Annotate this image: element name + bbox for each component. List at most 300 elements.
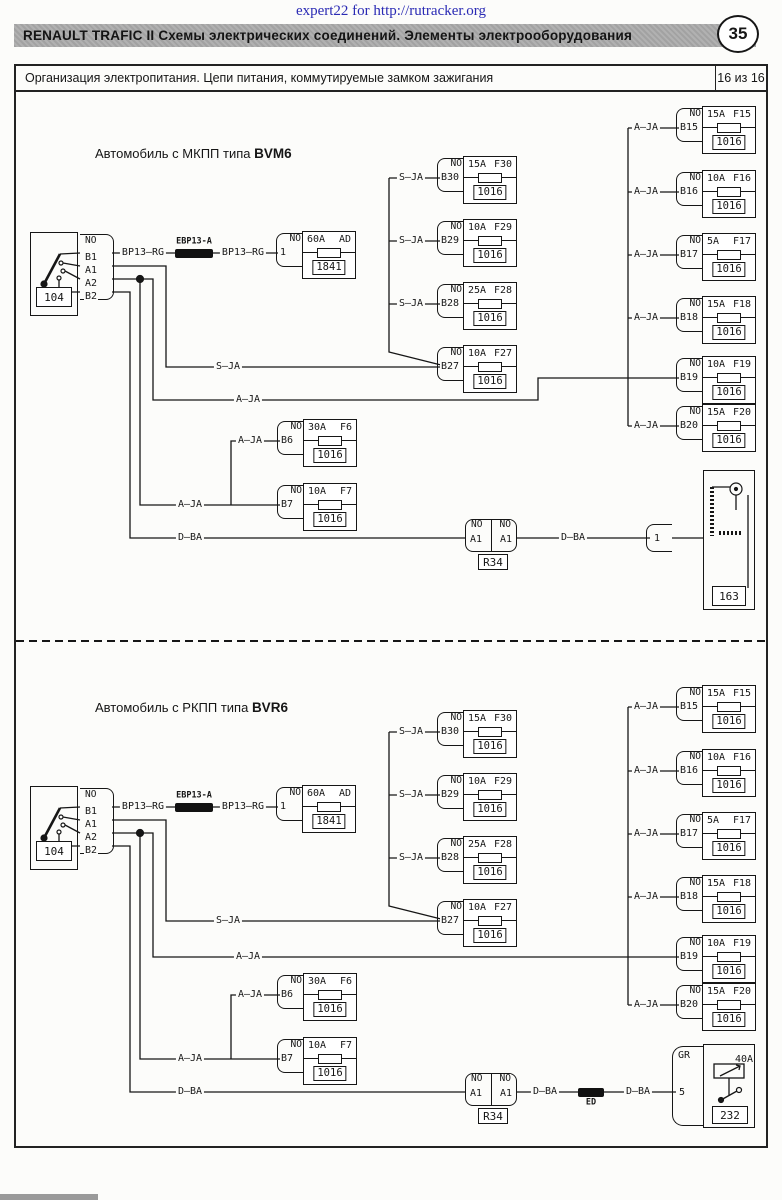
fuse-element-icon: [478, 173, 502, 183]
connector-B18: [676, 877, 702, 911]
fuse-code: AD: [338, 788, 351, 799]
connector-pin-label: B16: [680, 186, 699, 197]
connector-pin-label: B29: [441, 235, 460, 246]
wire-label-text: A—JA: [177, 1052, 203, 1064]
connector-pin-label: B6: [281, 989, 294, 1000]
fuse-number: F15: [732, 688, 751, 699]
diagram-title-text: Автомобиль с РКПП типа: [95, 700, 252, 715]
fuse-rating: 30A: [308, 976, 327, 987]
unit-id-box: 1016: [712, 135, 745, 150]
unit-id-box: 1016: [313, 512, 346, 527]
connector-pin-label: B18: [680, 891, 699, 902]
connector-no-label: NO: [450, 347, 462, 358]
connector-no-label: NO: [689, 687, 701, 698]
ignition-switch-id: 104: [36, 287, 72, 307]
wire-label: [236, 435, 264, 446]
connector-pin-label: B7: [281, 1053, 294, 1064]
fuse-rating: 60A: [307, 234, 326, 245]
wire-label-text: S—JA: [215, 914, 241, 926]
fuse-element-icon: [318, 436, 342, 446]
connector-B19: [676, 937, 702, 971]
connector-pin-label: B27: [441, 361, 460, 372]
fuse-number: F20: [732, 986, 751, 997]
fuse-box-B6: [303, 973, 357, 1021]
fuse-element-icon: [717, 952, 741, 962]
connector-pin-label: B19: [680, 951, 699, 962]
fuse-element-icon: [717, 187, 741, 197]
relay-pin-label: A1: [499, 534, 512, 545]
connector-no-label: NO: [450, 712, 462, 723]
wire-label-text: D—BA: [560, 531, 586, 543]
ignition-pin-label: A1: [85, 819, 98, 830]
diagram-title: [95, 146, 415, 164]
connector-no-label: NO: [289, 233, 301, 244]
connector-pin-label: B29: [441, 789, 460, 800]
fuse-number: F27: [493, 902, 512, 913]
relay-id: R34: [478, 554, 508, 570]
connector-B28: [437, 838, 463, 872]
fuse-box-B17: [702, 233, 756, 281]
fuse-element-icon: [317, 802, 341, 812]
connector-B30: [437, 712, 463, 746]
wire-label-text: S—JA: [398, 297, 424, 309]
wire-label: [397, 789, 425, 800]
wire-label-text: BP13—RG: [121, 800, 165, 812]
connector-no-label: NO: [450, 775, 462, 786]
fuse-number: F30: [493, 713, 512, 724]
fuse-element-icon: [717, 702, 741, 712]
wire-label: [632, 765, 660, 776]
starter-id: 163: [712, 586, 746, 606]
connector-no-label: NO: [499, 1073, 511, 1084]
wire-label: [120, 247, 166, 258]
fuse-rating: 25A: [468, 839, 487, 850]
fuse-box-B18: [702, 875, 756, 923]
wire-label: [176, 499, 204, 510]
diagram-title-text: Автомобиль с МКПП типа: [95, 146, 255, 161]
fuse-box-B20: [702, 983, 756, 1031]
connector-no-label: NO: [689, 235, 701, 246]
wire-label-text: BP13—RG: [121, 246, 165, 258]
fuse-element-icon: [318, 990, 342, 1000]
fuse-number: F16: [732, 752, 751, 763]
connector-B20: [676, 406, 702, 440]
wire-label: [234, 951, 262, 962]
connector-163: [646, 524, 672, 552]
connector-no-label: NO: [499, 519, 511, 530]
fuse-number: F20: [732, 407, 751, 418]
fuse-element-icon: [717, 123, 741, 133]
wire-label-text: S—JA: [398, 234, 424, 246]
fuse-number: F27: [493, 348, 512, 359]
connector-no-label: NO: [85, 235, 97, 246]
fuse-element-icon: [717, 421, 741, 431]
fuse-box-B7: [303, 483, 357, 531]
wire-label: [397, 298, 425, 309]
fuse-box-B28: [463, 282, 517, 330]
fuse-code: AD: [338, 234, 351, 245]
connector-B6: [277, 421, 303, 455]
connector-no-label: NO: [689, 172, 701, 183]
fuse-box-B7: [303, 1037, 357, 1085]
connector-no-label: NO: [689, 406, 701, 417]
fuse-box-B29: [463, 773, 517, 821]
unit-id-box: 1841: [312, 814, 345, 829]
connector-pin-label: 1: [654, 533, 661, 544]
wire-label: [234, 394, 262, 405]
unit-id-box: 1016: [473, 865, 506, 880]
wire-label-text: A—JA: [633, 419, 659, 431]
page-edge-artifact: [0, 1194, 98, 1200]
fuse-number: F28: [493, 285, 512, 296]
relay-pin-label: A1: [470, 534, 483, 545]
connector-no-label: NO: [689, 108, 701, 119]
fuse-element-icon: [478, 916, 502, 926]
wire-label-text: A—JA: [633, 185, 659, 197]
wire-label: [236, 989, 264, 1000]
fuse-element-icon: [317, 248, 341, 258]
fuse-rating: 15A: [707, 986, 726, 997]
connector-pin-label: B17: [680, 249, 699, 260]
wire-label: [397, 852, 425, 863]
wire-label: [632, 828, 660, 839]
fuse-number: F16: [732, 173, 751, 184]
ignition-pin-label: B1: [85, 252, 98, 263]
fuse-element-icon: [318, 1054, 342, 1064]
connector-pin-label: B20: [680, 999, 699, 1010]
connector-pin-label: B6: [281, 435, 294, 446]
fuse-rating: 15A: [707, 688, 726, 699]
fuse-box-1841: [302, 785, 356, 833]
connector-B27: [437, 901, 463, 935]
fuse-box-B30: [463, 156, 517, 204]
connector-no-label: NO: [290, 485, 302, 496]
ignition-pin-label: A1: [85, 265, 98, 276]
connector-B19: [676, 358, 702, 392]
wire-label: [214, 915, 242, 926]
wire-label-text: D—BA: [625, 1085, 651, 1097]
fuse-element-icon: [478, 727, 502, 737]
connector-pin-label: B15: [680, 122, 699, 133]
relay-divider: [491, 1074, 492, 1105]
fuse-number: F7: [339, 1040, 352, 1051]
fuse-element-icon: [717, 892, 741, 902]
fuse-number: F17: [732, 815, 751, 826]
connector-no-label: NO: [290, 975, 302, 986]
fuse-element-icon: [717, 766, 741, 776]
ignition-pin-label: B1: [85, 806, 98, 817]
page-number-badge: 35: [717, 15, 759, 53]
sheet-title: Организация электропитания. Цепи питания, коммутируемые замком зажигания: [25, 71, 494, 85]
wire-label-text: D—BA: [177, 1085, 203, 1097]
connector-pin-label: B28: [441, 852, 460, 863]
wire-label-text: S—JA: [398, 171, 424, 183]
fuse-element-icon: [717, 250, 741, 260]
connector-B7: [277, 485, 303, 519]
connector-pin-label: B19: [680, 372, 699, 383]
gearbox-type: BVM6: [254, 146, 292, 161]
small-label-text: EBP13-A: [176, 790, 212, 801]
wire-label: [559, 532, 587, 543]
connector-pin-label: GR: [678, 1050, 691, 1061]
small-label-text: ED: [585, 1097, 597, 1108]
connector-B7: [277, 1039, 303, 1073]
wire-label: [220, 247, 266, 258]
wire-label-text: A—JA: [633, 121, 659, 133]
wire-label: [120, 801, 166, 812]
ignition-connector: [80, 788, 114, 854]
wire-label: [531, 1086, 559, 1097]
fusible-link-ebp13a: [175, 803, 213, 812]
fuse-number: F17: [732, 236, 751, 247]
relay-connector-r34: [465, 519, 517, 552]
fuse-box-B19: [702, 935, 756, 983]
unit-id-box: 1016: [712, 964, 745, 979]
connector-pin-label: 5: [679, 1087, 686, 1098]
unit-id-box: 1016: [473, 311, 506, 326]
fuse-element-icon: [478, 236, 502, 246]
fuse-rating: 10A: [468, 348, 487, 359]
connector-pin-label: B7: [281, 499, 294, 510]
wire-label-text: A—JA: [633, 311, 659, 323]
unit-id-box: 1016: [712, 841, 745, 856]
connector-no-label: NO: [689, 814, 701, 825]
diagram-title: [95, 700, 415, 718]
fuse-rating: 25A: [468, 285, 487, 296]
fuse-box-B6: [303, 419, 357, 467]
fuse-rating: 10A: [308, 1040, 327, 1051]
relay-rating-text: 40A: [735, 1054, 754, 1065]
wire-label: [176, 1086, 204, 1097]
wire-label-text: D—BA: [177, 531, 203, 543]
connector-B6: [277, 975, 303, 1009]
fuse-box-B27: [463, 899, 517, 947]
fusible-link-label: [176, 792, 212, 801]
wire-label-text: A—JA: [633, 827, 659, 839]
wire-label: [397, 726, 425, 737]
connector-no-label: NO: [689, 985, 701, 996]
fusible-link-ebp13a: [175, 249, 213, 258]
connector-B17: [676, 235, 702, 269]
fuse-rating: 5A: [707, 236, 720, 247]
unit-id-box: 1016: [473, 928, 506, 943]
connector-B17: [676, 814, 702, 848]
wire-label-text: A—JA: [235, 393, 261, 405]
relay-connector-r34: [465, 1073, 517, 1106]
relay-pin-label: A1: [470, 1088, 483, 1099]
unit-id-box: 1016: [473, 802, 506, 817]
unit-id-box: 1841: [312, 260, 345, 275]
fuse-rating: 15A: [468, 713, 487, 724]
wire-label: [397, 172, 425, 183]
wire-label-text: A—JA: [633, 248, 659, 260]
unit-id-box: 1016: [712, 714, 745, 729]
wire-label-text: A—JA: [633, 700, 659, 712]
connector-no-label: NO: [471, 519, 483, 530]
wire-label-text: S—JA: [215, 360, 241, 372]
relay-block-id: 232: [712, 1106, 748, 1124]
unit-id-box: 1016: [473, 374, 506, 389]
ignition-pin-label: A2: [85, 832, 98, 843]
fuse-box-B15: [702, 685, 756, 733]
fuse-box-B17: [702, 812, 756, 860]
wire-label-text: S—JA: [398, 725, 424, 737]
wire-label-text: A—JA: [633, 764, 659, 776]
connector-B29: [437, 221, 463, 255]
connector-pin-label: B30: [441, 172, 460, 183]
wire-label-text: A—JA: [633, 890, 659, 902]
wire-label: [632, 122, 660, 133]
unit-id-box: 1016: [712, 262, 745, 277]
fuse-rating: 15A: [707, 109, 726, 120]
wire-label-text: A—JA: [235, 950, 261, 962]
sheet-number: 16 из 16: [715, 66, 766, 90]
wire-label: [632, 420, 660, 431]
connector-232: [672, 1046, 703, 1126]
fuse-rating: 60A: [307, 788, 326, 799]
unit-id-box: 1016: [712, 778, 745, 793]
fuse-box-B19: [702, 356, 756, 404]
fuse-box-B30: [463, 710, 517, 758]
fuse-element-icon: [478, 853, 502, 863]
wire-label-text: A—JA: [633, 998, 659, 1010]
ed-label: [586, 1099, 596, 1108]
connector-pin-label: B16: [680, 765, 699, 776]
fuse-number: F18: [732, 878, 751, 889]
connector-pin-label: B20: [680, 420, 699, 431]
unit-id-box: 1016: [473, 739, 506, 754]
connector-pin-label: B30: [441, 726, 460, 737]
connector-no-label: NO: [689, 877, 701, 888]
fuse-box-B16: [702, 170, 756, 218]
wire-label: [176, 1053, 204, 1064]
connector-no-label: NO: [450, 158, 462, 169]
unit-id-box: 1016: [473, 185, 506, 200]
connector-pin-label: B15: [680, 701, 699, 712]
fuse-element-icon: [717, 1000, 741, 1010]
fuse-box-1841: [302, 231, 356, 279]
wire-label: [632, 999, 660, 1010]
fuse-number: F29: [493, 776, 512, 787]
ignition-pin-label: B2: [85, 845, 98, 856]
wire-label: [632, 186, 660, 197]
fuse-box-B20: [702, 404, 756, 452]
wire-label: [632, 249, 660, 260]
unit-id-box: 1016: [313, 448, 346, 463]
unit-id-box: 1016: [712, 1012, 745, 1027]
wire-label: [632, 891, 660, 902]
unit-id-box: 1016: [313, 1066, 346, 1081]
connector-B16: [676, 172, 702, 206]
unit-id-box: 1016: [712, 325, 745, 340]
wire-label-text: A—JA: [237, 434, 263, 446]
wire-label-text: S—JA: [398, 788, 424, 800]
fuse-rating: 10A: [468, 222, 487, 233]
fuse-box-B18: [702, 296, 756, 344]
fuse-rating: 15A: [707, 299, 726, 310]
fuse-number: F6: [339, 976, 352, 987]
watermark-text: expert22 for http://rutracker.org: [295, 3, 487, 19]
connector-B15: [676, 687, 702, 721]
connector-B18: [676, 298, 702, 332]
fuse-number: F30: [493, 159, 512, 170]
fuse-number: F19: [732, 938, 751, 949]
fuse-rating: 10A: [707, 173, 726, 184]
connector-no-label: NO: [289, 787, 301, 798]
wire-label: [176, 532, 204, 543]
wire-label: [397, 235, 425, 246]
fuse-rating: 10A: [707, 752, 726, 763]
fuse-rating: 10A: [707, 359, 726, 370]
fusible-link-label: [176, 238, 212, 247]
connector-no-label: NO: [450, 284, 462, 295]
connector-B20: [676, 985, 702, 1019]
fuse-box-B15: [702, 106, 756, 154]
connector-B30: [437, 158, 463, 192]
small-label-text: EBP13-A: [176, 236, 212, 247]
ignition-connector: [80, 234, 114, 300]
fuse-number: F18: [732, 299, 751, 310]
fuse-element-icon: [717, 373, 741, 383]
connector-pin-label: B27: [441, 915, 460, 926]
fuse-rating: 5A: [707, 815, 720, 826]
connector-no-label: NO: [689, 298, 701, 309]
fuse-rating: 15A: [468, 159, 487, 170]
connector-no-label: NO: [689, 751, 701, 762]
connector-B15: [676, 108, 702, 142]
connector-pin-label: B17: [680, 828, 699, 839]
wire-label-text: A—JA: [177, 498, 203, 510]
wire-label: [632, 312, 660, 323]
unit-id-box: 1016: [712, 199, 745, 214]
fuse-number: F15: [732, 109, 751, 120]
relay-id: R34: [478, 1108, 508, 1124]
wire-label-text: BP13—RG: [221, 800, 265, 812]
connector-no-label: NO: [290, 1039, 302, 1050]
header-bar-title: RENAULT TRAFIC II Схемы электрических соединений. Элементы электрооборудования: [23, 28, 633, 43]
unit-id-box: 1016: [313, 1002, 346, 1017]
connector-pin-label: 1: [280, 801, 287, 812]
connector-pin-label: B18: [680, 312, 699, 323]
connector-no-label: NO: [450, 221, 462, 232]
ignition-pin-label: B2: [85, 291, 98, 302]
connector-no-label: NO: [450, 838, 462, 849]
connector-B28: [437, 284, 463, 318]
connector-B16: [676, 751, 702, 785]
connector-no-label: NO: [450, 901, 462, 912]
fuse-rating: 15A: [707, 878, 726, 889]
wire-label: [214, 361, 242, 372]
fuse-rating: 10A: [308, 486, 327, 497]
fuse-rating: 10A: [468, 776, 487, 787]
connector-B29: [437, 775, 463, 809]
fuse-box-B28: [463, 836, 517, 884]
gearbox-type: BVR6: [251, 700, 288, 715]
ignition-pin-label: A2: [85, 278, 98, 289]
relay-divider: [491, 520, 492, 551]
connector-pin-label: 1: [280, 247, 287, 258]
fuse-number: F19: [732, 359, 751, 370]
fuse-element-icon: [717, 313, 741, 323]
fuse-number: F6: [339, 422, 352, 433]
fuse-box-B29: [463, 219, 517, 267]
connector-pin-label: B28: [441, 298, 460, 309]
ignition-switch-id: 104: [36, 841, 72, 861]
wire-label-text: D—BA: [532, 1085, 558, 1097]
fuse-number: F28: [493, 839, 512, 850]
wire-label: [624, 1086, 652, 1097]
fuse-number: F7: [339, 486, 352, 497]
